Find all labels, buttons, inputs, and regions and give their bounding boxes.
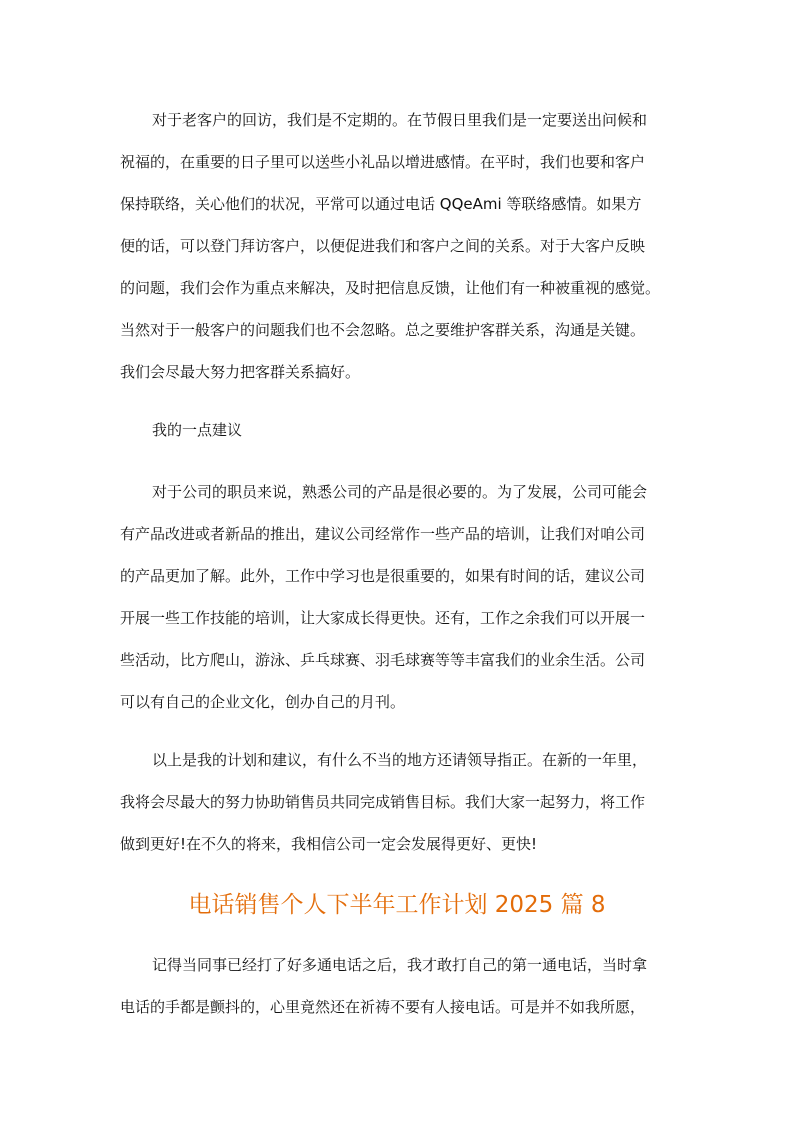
paragraph-first-call [120, 955, 676, 1039]
text-line: 以上是我的计划和建议，有什么不当的地方还请领导指正。在新的一年里， [152, 751, 648, 769]
text-line: 当然对于一般客户的问题我们也不会忽略。总之要维护客群关系，沟通是关键。 [120, 321, 646, 339]
paragraph-customer-visits [120, 110, 676, 404]
text-line: 对于老客户的回访，我们是不定期的。在节假日里我们是一定要送出问候和 [152, 111, 648, 129]
text-line: 电话的手都是颤抖的，心里竟然还在祈祷不要有人接电话。可是并不如我所愿， [120, 998, 646, 1016]
text-line: 做到更好!在不久的将来，我相信公司一定会发展得更好、更快! [120, 835, 538, 853]
text-line: 祝福的，在重要的日子里可以送些小礼品以增进感情。在平时，我们也要和客户 [120, 153, 646, 171]
text-line: 可以有自己的企业文化，创办自己的月刊。 [120, 693, 406, 711]
text-line: 便的话，可以登门拜访客户，以便促进我们和客户之间的关系。对于大客户反映 [120, 237, 646, 255]
text-line: 我将会尽最大的努力协助销售员共同完成销售目标。我们大家一起努力，将工作 [120, 793, 646, 811]
text-line: 记得当同事已经打了好多通电话之后，我才敢打自己的第一通电话，当时拿 [152, 956, 648, 974]
text-line: 的问题，我们会作为重点来解决，及时把信息反馈，让他们有一种被重视的感觉。 [120, 279, 661, 297]
text-line: 开展一些工作技能的培训，让大家成长得更快。还有，工作之余我们可以开展一 [120, 609, 646, 627]
subheading-suggestions [120, 420, 676, 462]
text-line: 我们会尽最大努力把客群关系搞好。 [120, 363, 361, 381]
text-line: 些活动，比方爬山，游泳、乒乓球赛、羽毛球赛等等丰富我们的业余生活。公司 [120, 651, 646, 669]
text-line: 我的一点建议 [152, 421, 243, 439]
text-line: 保持联络，关心他们的状况，平常可以通过电话 QQeAmi 等联络感情。如果方 [120, 195, 642, 213]
paragraph-training [120, 482, 676, 734]
text-line: 对于公司的职员来说，熟悉公司的产品是很必要的。为了发展，公司可能会 [152, 483, 648, 501]
paragraph-conclusion [120, 750, 676, 876]
text-line: 有产品改进或者新品的推出，建议公司经常作一些产品的培训，让我们对咱公司 [120, 525, 646, 543]
section-heading: 电话销售个人下半年工作计划 2025 篇 8 [188, 892, 606, 918]
text-line: 的产品更加了解。此外，工作中学习也是很重要的，如果有时间的话，建议公司 [120, 567, 646, 585]
